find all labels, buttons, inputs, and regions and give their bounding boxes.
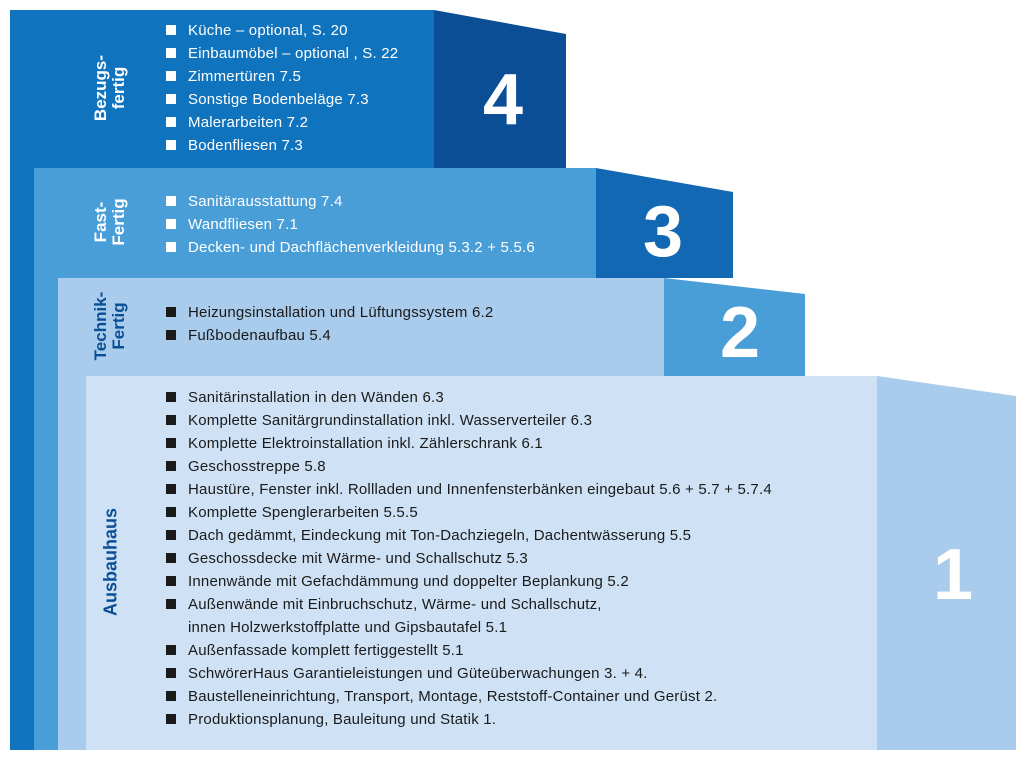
square-bullet-icon [166,48,176,58]
stage-3-list [166,190,535,259]
list-item-text: Küche – optional, S. 20 [188,22,348,39]
list-item [166,190,535,213]
square-bullet-icon [166,599,176,609]
list-item [166,478,772,501]
list-item-text: Geschosstreppe 5.8 [188,458,326,475]
list-item-text: Sanitärausstattung 7.4 [188,193,343,210]
stage-4-label [92,55,128,121]
list-item [166,570,772,593]
stage-3-edge [34,278,58,750]
square-bullet-icon [166,219,176,229]
list-item [166,685,772,708]
square-bullet-icon [166,117,176,127]
list-item [166,593,772,639]
square-bullet-icon [166,71,176,81]
list-item-text: Wandfliesen 7.1 [188,216,299,233]
stage-1-label-line-1: Ausbauhaus [100,507,121,617]
list-item [166,501,772,524]
list-item-text: Sonstige Bodenbeläge 7.3 [188,91,369,108]
list-item-text: Baustelleneinrichtung, Transport, Montage, Reststoff-Container und Gerüst 2. [188,688,718,705]
square-bullet-icon [166,484,176,494]
list-item [166,111,398,134]
stage-3-label [92,198,128,245]
list-item [166,639,772,662]
square-bullet-icon [166,415,176,425]
square-bullet-icon [166,140,176,150]
list-item-text: Malerarbeiten 7.2 [188,114,309,131]
stage-1-list [166,386,772,731]
list-item [166,134,398,157]
list-item-text: Heizungsinstallation und Lüftungssystem 6.2 [188,304,494,321]
stage-1-number: 1 [932,535,974,615]
list-item [166,662,772,685]
stage-3-label-line-1: Fast- [91,201,111,243]
stage-2-edge [58,376,86,750]
list-item-text: Bodenfliesen 7.3 [188,137,303,154]
square-bullet-icon [166,196,176,206]
stage-4-number: 4 [482,60,524,140]
stage-2-label-line-2: Fertig [109,302,128,350]
stage-3-label-line-2: Fertig [109,198,128,246]
square-bullet-icon [166,553,176,563]
list-item-text: Dach gedämmt, Eindeckung mit Ton-Dachziegeln, Dachentwässerung 5.5 [188,527,692,544]
square-bullet-icon [166,242,176,252]
stage-4-edge [10,168,34,750]
stage-3-number: 3 [642,192,684,272]
list-item [166,42,398,65]
list-item [166,524,772,547]
square-bullet-icon [166,530,176,540]
square-bullet-icon [166,307,176,317]
stage-2-label [92,292,128,361]
stage-2-number: 2 [719,293,761,373]
list-item-text: Sanitärinstallation in den Wänden 6.3 [188,389,444,406]
list-item [166,708,772,731]
list-item-text: Haustüre, Fenster inkl. Rollladen und Innenfensterbänken eingebaut 5.6 + 5.7 + 5.7.4 [188,481,772,498]
square-bullet-icon [166,645,176,655]
list-item [166,301,493,324]
list-item-text: Außenwände mit Einbruchschutz, Wärme- und Schallschutz, [188,596,602,613]
list-item [166,88,398,111]
list-item [166,19,398,42]
list-item-text: Fußbodenaufbau 5.4 [188,327,331,344]
stage-1-label [102,508,121,616]
square-bullet-icon [166,330,176,340]
list-item-text: Decken- und Dachflächenverkleidung 5.3.2 + 5.5.6 [188,239,535,256]
stage-4-label-line-1: Bezugs- [91,54,111,122]
list-item [166,236,535,259]
stage-2-list [166,301,493,347]
list-item-text: Produktionsplanung, Bauleitung und Statik 1. [188,711,497,728]
list-item [166,65,398,88]
list-item [166,409,772,432]
square-bullet-icon [166,714,176,724]
square-bullet-icon [166,392,176,402]
square-bullet-icon [166,94,176,104]
list-item [166,324,493,347]
list-item-text: Innenwände mit Gefachdämmung und doppelter Beplankung 5.2 [188,573,629,590]
list-item-text: Einbaumöbel – optional , S. 22 [188,45,399,62]
list-item [166,455,772,478]
square-bullet-icon [166,461,176,471]
stage-4-label-line-2: fertig [109,66,128,110]
stage-4-list [166,19,398,157]
list-item [166,547,772,570]
list-item-text: Komplette Elektroinstallation inkl. Zählerschrank 6.1 [188,435,543,452]
list-item-text: Komplette Sanitärgrundinstallation inkl. Wasserverteiler 6.3 [188,412,593,429]
list-item-text-continued: innen Holzwerkstoffplatte und Gipsbautafel 5.1 [188,619,508,636]
square-bullet-icon [166,668,176,678]
list-item [166,386,772,409]
square-bullet-icon [166,438,176,448]
stage-2-label-line-1: Technik- [91,291,111,361]
square-bullet-icon [166,576,176,586]
square-bullet-icon [166,507,176,517]
list-item-text: Außenfassade komplett fertiggestellt 5.1 [188,642,464,659]
list-item-text: Komplette Spenglerarbeiten 5.5.5 [188,504,418,521]
list-item-text: SchwörerHaus Garantieleistungen und Güteüberwachungen 3. + 4. [188,665,648,682]
list-item [166,213,535,236]
list-item [166,432,772,455]
square-bullet-icon [166,25,176,35]
list-item-text: Geschossdecke mit Wärme- und Schallschutz 5.3 [188,550,528,567]
list-item-text: Zimmertüren 7.5 [188,68,302,85]
square-bullet-icon [166,691,176,701]
